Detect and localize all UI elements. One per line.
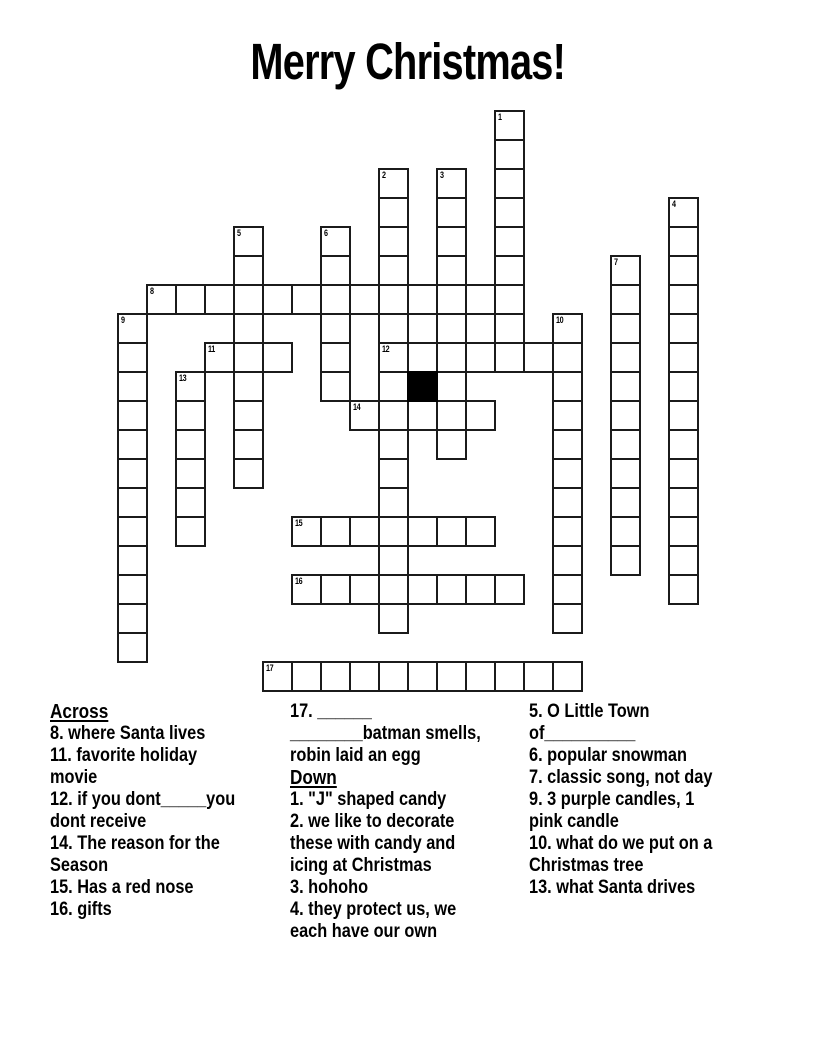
grid-cell[interactable] (320, 371, 351, 402)
cell-number: 3 (440, 170, 444, 180)
grid-cell[interactable] (233, 400, 264, 431)
grid-cell[interactable] (552, 429, 583, 460)
grid-cell[interactable] (494, 110, 525, 141)
clue-line: Season (50, 855, 109, 876)
grid-cell[interactable] (552, 313, 583, 344)
grid-cell[interactable] (320, 226, 351, 257)
grid-cell[interactable] (465, 516, 496, 547)
grid-cell[interactable] (494, 574, 525, 605)
grid-cell[interactable] (117, 429, 148, 460)
clue-line: dont receive (50, 811, 147, 832)
page-title-text: Merry Christmas! (250, 33, 566, 90)
clue-line: 14. The reason for the (50, 833, 220, 854)
grid-cell[interactable] (552, 371, 583, 402)
grid-cell[interactable] (668, 255, 699, 286)
grid-cell[interactable] (233, 458, 264, 489)
grid-cell[interactable] (291, 284, 322, 315)
grid-cell[interactable] (378, 342, 409, 373)
clue-line: 5. O Little Town (529, 701, 650, 722)
grid-cell[interactable] (436, 284, 467, 315)
clue-line: robin laid an egg (290, 745, 421, 766)
grid-cell[interactable] (436, 574, 467, 605)
clue-line: 4. they protect us, we (290, 899, 457, 920)
clue-line: 13. what Santa drives (529, 877, 696, 898)
grid-cell[interactable] (552, 400, 583, 431)
grid-cell[interactable] (610, 545, 641, 576)
grid-cell[interactable] (610, 342, 641, 373)
grid-cell[interactable] (117, 458, 148, 489)
cell-number: 7 (614, 257, 618, 267)
grid-cell[interactable] (610, 458, 641, 489)
grid-cell[interactable] (668, 458, 699, 489)
grid-cell[interactable] (668, 429, 699, 460)
cell-number: 15 (295, 518, 303, 528)
grid-cell[interactable] (320, 255, 351, 286)
grid-cell[interactable] (436, 342, 467, 373)
grid-cell[interactable] (146, 284, 177, 315)
grid-cell[interactable] (407, 661, 438, 692)
grid-cell[interactable] (436, 429, 467, 460)
grid-cell[interactable] (668, 371, 699, 402)
grid-cell[interactable] (320, 661, 351, 692)
cell-number: 13 (179, 373, 187, 383)
grid-cell[interactable] (436, 400, 467, 431)
clue-line: 12. if you dont_____you (50, 789, 236, 810)
grid-cell[interactable] (233, 284, 264, 315)
grid-cell[interactable] (610, 429, 641, 460)
grid-cell[interactable] (378, 255, 409, 286)
grid-cell[interactable] (262, 284, 293, 315)
cell-number: 6 (324, 228, 328, 238)
grid-cell[interactable] (204, 284, 235, 315)
grid-cell[interactable] (378, 313, 409, 344)
grid-cell[interactable] (233, 226, 264, 257)
clues-column-across (50, 701, 290, 921)
grid-cell[interactable] (436, 313, 467, 344)
grid-cell[interactable] (349, 574, 380, 605)
grid-cell[interactable] (320, 313, 351, 344)
grid-cell[interactable] (436, 255, 467, 286)
grid-cell[interactable] (117, 632, 148, 663)
grid-cell[interactable] (494, 313, 525, 344)
page-title (0, 34, 816, 90)
down-heading: Down (290, 767, 337, 789)
grid-cell[interactable] (117, 574, 148, 605)
grid-cell[interactable] (407, 342, 438, 373)
grid-cell[interactable] (610, 487, 641, 518)
grid-cell[interactable] (378, 400, 409, 431)
cell-number: 12 (382, 344, 390, 354)
grid-cell[interactable] (117, 487, 148, 518)
grid-cell[interactable] (291, 574, 322, 605)
clue-line: 11. favorite holiday (50, 745, 198, 766)
cell-number: 5 (237, 228, 241, 238)
grid-cell[interactable] (494, 255, 525, 286)
grid-cell[interactable] (378, 516, 409, 547)
grid-cell[interactable] (204, 342, 235, 373)
grid-cell[interactable] (378, 661, 409, 692)
grid-cell[interactable] (320, 574, 351, 605)
clue-line: these with candy and (290, 833, 456, 854)
grid-cell[interactable] (465, 574, 496, 605)
grid-cell[interactable] (668, 487, 699, 518)
grid-cell[interactable] (610, 255, 641, 286)
grid-cell[interactable] (610, 313, 641, 344)
clue-line: of__________ (529, 723, 636, 744)
grid-cell[interactable] (407, 574, 438, 605)
cell-number: 17 (266, 663, 274, 673)
grid-cell[interactable] (175, 284, 206, 315)
grid-cell[interactable] (233, 371, 264, 402)
clue-line: movie (50, 767, 98, 788)
cell-number: 10 (556, 315, 564, 325)
grid-cell[interactable] (494, 284, 525, 315)
clue-line: 8. where Santa lives (50, 723, 206, 744)
grid-cell[interactable] (262, 342, 293, 373)
grid-cell[interactable] (291, 661, 322, 692)
grid-cell[interactable] (465, 661, 496, 692)
grid-cell[interactable] (436, 516, 467, 547)
grid-cell[interactable] (378, 168, 409, 199)
clue-line: 17. ______ (290, 701, 372, 722)
grid-cell[interactable] (233, 313, 264, 344)
clue-line: 6. popular snowman (529, 745, 687, 766)
grid-cell[interactable] (407, 284, 438, 315)
cell-number: 2 (382, 170, 386, 180)
grid-cell[interactable] (610, 371, 641, 402)
grid-cell[interactable] (262, 661, 293, 692)
grid-cell[interactable] (465, 284, 496, 315)
clues-column-middle (290, 701, 530, 943)
clue-line: icing at Christmas (290, 855, 432, 876)
grid-cell[interactable] (378, 458, 409, 489)
grid-cell[interactable] (668, 516, 699, 547)
cell-number: 11 (208, 344, 215, 354)
cell-number: 4 (672, 199, 676, 209)
clue-line: 7. classic song, not day (529, 767, 713, 788)
cell-number: 1 (498, 112, 502, 122)
grid-cell[interactable] (407, 516, 438, 547)
grid-cell[interactable] (378, 429, 409, 460)
grid-cell[interactable] (117, 545, 148, 576)
grid-cell[interactable] (494, 226, 525, 257)
clue-line: pink candle (529, 811, 619, 832)
grid-cell[interactable] (668, 226, 699, 257)
clue-line: 10. what do we put on a (529, 833, 713, 854)
clue-line: 3. hohoho (290, 877, 369, 898)
grid-cell[interactable] (668, 545, 699, 576)
grid-cell[interactable] (465, 342, 496, 373)
grid-cell[interactable] (436, 197, 467, 228)
cell-number: 14 (353, 402, 361, 412)
black-cell (407, 371, 438, 402)
clue-line: 1. "J" shaped candy (290, 789, 447, 810)
clue-line: Christmas tree (529, 855, 644, 876)
grid-cell[interactable] (552, 603, 583, 634)
grid-cell[interactable] (175, 371, 206, 402)
grid-cell[interactable] (668, 574, 699, 605)
grid-cell[interactable] (668, 284, 699, 315)
grid-cell[interactable] (320, 342, 351, 373)
grid-cell[interactable] (523, 661, 554, 692)
grid-cell[interactable] (552, 342, 583, 373)
grid-cell[interactable] (349, 400, 380, 431)
grid-cell[interactable] (233, 342, 264, 373)
grid-cell[interactable] (552, 574, 583, 605)
crossword-grid (117, 110, 699, 692)
clue-line: 16. gifts (50, 899, 112, 920)
grid-cell[interactable] (610, 400, 641, 431)
clue-line: 2. we like to decorate (290, 811, 455, 832)
cell-number: 16 (295, 576, 303, 586)
grid-cell[interactable] (378, 603, 409, 634)
clue-line: 15. Has a red nose (50, 877, 194, 898)
grid-cell[interactable] (378, 226, 409, 257)
grid-cell[interactable] (378, 197, 409, 228)
grid-cell[interactable] (523, 342, 554, 373)
grid-cell[interactable] (233, 429, 264, 460)
cell-number: 8 (150, 286, 154, 296)
grid-cell[interactable] (349, 284, 380, 315)
across-heading: Across (50, 701, 109, 723)
grid-cell[interactable] (552, 487, 583, 518)
grid-cell[interactable] (233, 255, 264, 286)
grid-cell[interactable] (320, 516, 351, 547)
grid-cell[interactable] (494, 197, 525, 228)
grid-cell[interactable] (668, 313, 699, 344)
grid-cell[interactable] (175, 458, 206, 489)
grid-cell[interactable] (494, 342, 525, 373)
grid-cell[interactable] (436, 371, 467, 402)
grid-cell[interactable] (407, 400, 438, 431)
grid-cell[interactable] (436, 168, 467, 199)
grid-cell[interactable] (552, 545, 583, 576)
grid-cell[interactable] (117, 400, 148, 431)
grid-cell[interactable] (378, 545, 409, 576)
grid-cell[interactable] (378, 487, 409, 518)
grid-cell[interactable] (117, 313, 148, 344)
grid-cell[interactable] (175, 400, 206, 431)
grid-cell[interactable] (436, 226, 467, 257)
grid-cell[interactable] (378, 371, 409, 402)
grid-cell[interactable] (494, 139, 525, 170)
grid-cell[interactable] (668, 400, 699, 431)
grid-cell[interactable] (552, 458, 583, 489)
grid-cell[interactable] (117, 516, 148, 547)
clues-column-down-right (529, 701, 779, 899)
grid-cell[interactable] (668, 197, 699, 228)
grid-cell[interactable] (668, 342, 699, 373)
grid-cell[interactable] (465, 400, 496, 431)
grid-cell[interactable] (175, 516, 206, 547)
grid-cell[interactable] (552, 661, 583, 692)
grid-cell[interactable] (378, 284, 409, 315)
grid-cell[interactable] (378, 574, 409, 605)
grid-cell[interactable] (494, 168, 525, 199)
clue-line: each have our own (290, 921, 438, 942)
grid-cell[interactable] (552, 516, 583, 547)
grid-cell[interactable] (291, 516, 322, 547)
clue-line: 9. 3 purple candles, 1 (529, 789, 695, 810)
clue-line: ________batman smells, (290, 723, 481, 744)
grid-cell[interactable] (320, 284, 351, 315)
grid-cell[interactable] (494, 661, 525, 692)
grid-cell[interactable] (175, 429, 206, 460)
grid-cell[interactable] (117, 371, 148, 402)
grid-cell[interactable] (117, 603, 148, 634)
grid-cell[interactable] (349, 661, 380, 692)
grid-cell[interactable] (436, 661, 467, 692)
grid-cell[interactable] (117, 342, 148, 373)
grid-cell[interactable] (610, 516, 641, 547)
grid-cell[interactable] (175, 487, 206, 518)
grid-cell[interactable] (610, 284, 641, 315)
grid-cell[interactable] (349, 516, 380, 547)
cell-number: 9 (121, 315, 125, 325)
